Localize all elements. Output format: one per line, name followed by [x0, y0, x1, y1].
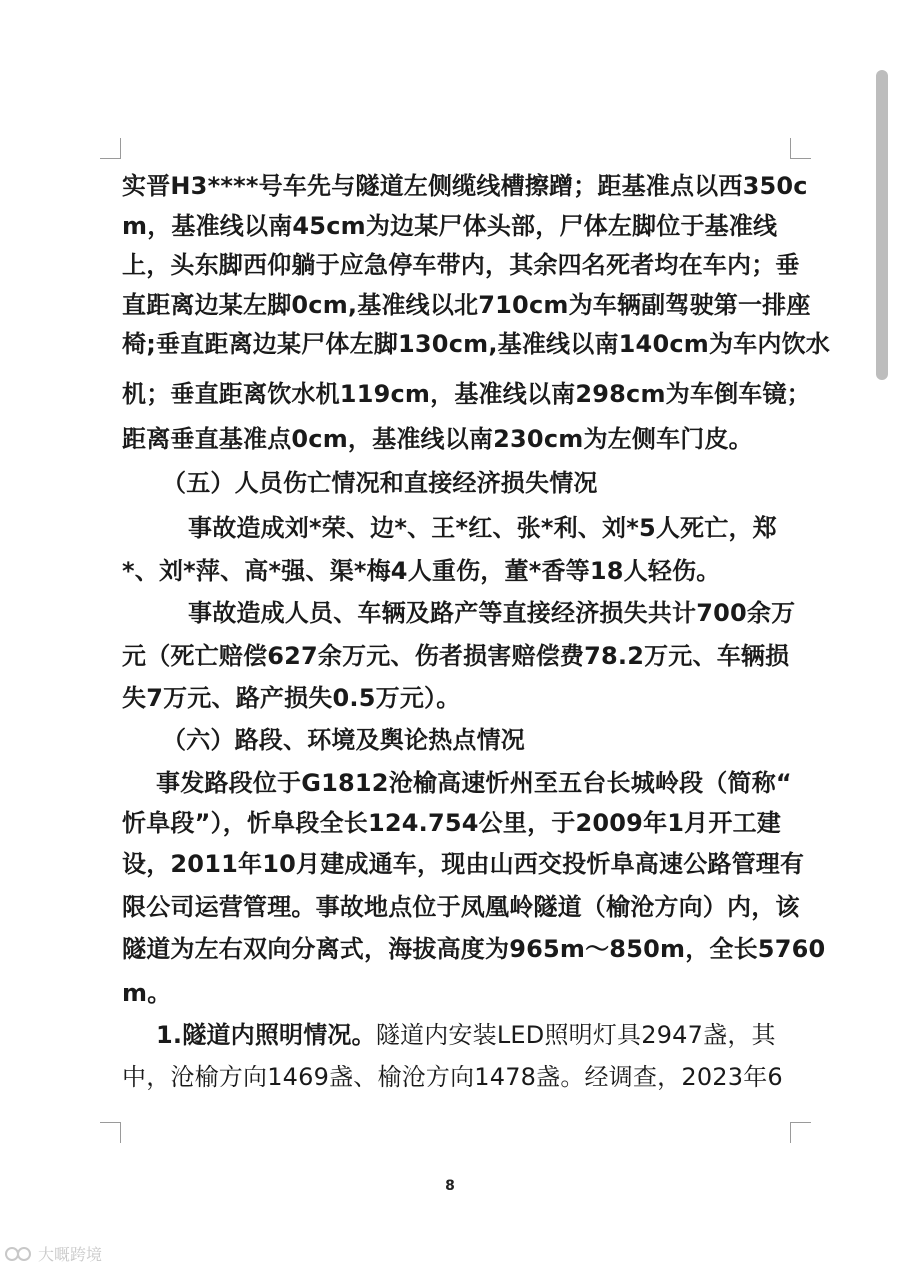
body-line: 事故造成人员、车辆及路产等直接经济损失共计700余万 [188, 599, 796, 627]
body-line: 元（死亡赔偿627余万元、伤者损害赔偿费78.2万元、车辆损 [122, 642, 790, 670]
body-line: m。 [122, 979, 172, 1007]
body-line: 失7万元、路产损失0.5万元）。 [122, 684, 461, 712]
body-line: 距离垂直基准点0cm，基准线以南230cm为左侧车门皮。 [122, 425, 753, 453]
lighting-title: 1.隧道内照明情况。 [156, 1021, 376, 1049]
crop-mark-bottom-right [790, 1122, 811, 1143]
crop-mark-bottom-left [100, 1122, 121, 1143]
watermark-logo-icon [4, 1246, 34, 1262]
body-line: 设，2011年10月建成通车，现由山西交投忻阜高速公路管理有 [122, 850, 805, 878]
page-number: 8 [445, 1178, 455, 1194]
body-line-lighting [156, 1017, 832, 1053]
body-line: 事故造成刘*荣、边*、王*红、张*利、刘*5人死亡，郑 [188, 514, 777, 542]
lighting-text: 隧道内安装LED照明灯具2947盏，其 [375, 1021, 776, 1049]
body-line: 隧道为左右双向分离式，海拔高度为965m～850m，全长5760 [122, 935, 826, 963]
section-heading-road: （六）路段、环境及舆论热点情况 [162, 726, 525, 754]
body-line: 实晋H3****号车先与隧道左侧缆线槽擦蹭；距基准点以西350c [122, 172, 808, 200]
body-line: 上，头东脚西仰躺于应急停车带内，其余四名死者均在车内；垂 [122, 251, 800, 279]
crop-mark-top-right [790, 138, 811, 159]
body-line: 椅;垂直距离边某尸体左脚130cm,基准线以南140cm为车内饮水 [122, 330, 830, 358]
body-line: 直距离边某左脚0cm,基准线以北710cm为车辆副驾驶第一排座 [122, 291, 811, 319]
watermark [4, 1242, 102, 1265]
body-line: 事发路段位于G1812沧榆高速忻州至五台长城岭段（简称“ [156, 769, 792, 797]
crop-mark-top-left [100, 138, 121, 159]
body-line: 忻阜段”），忻阜段全长124.754公里，于2009年1月开工建 [122, 809, 781, 837]
vertical-scrollbar[interactable] [876, 70, 888, 380]
body-line: *、刘*萍、高*强、渠*梅4人重伤，董*香等18人轻伤。 [122, 557, 721, 585]
watermark-text: 大嘅跨境 [38, 1245, 103, 1264]
section-heading-casualties: （五）人员伤亡情况和直接经济损失情况 [162, 469, 598, 497]
body-line: 中，沧榆方向1469盏、榆沧方向1478盏。经调查，2023年6 [122, 1063, 783, 1091]
body-line: m，基准线以南45cm为边某尸体头部，尸体左脚位于基准线 [122, 212, 778, 240]
body-line: 机；垂直距离饮水机119cm，基准线以南298cm为车倒车镜； [122, 380, 811, 408]
body-line: 限公司运营管理。事故地点位于凤凰岭隧道（榆沧方向）内，该 [122, 893, 800, 921]
